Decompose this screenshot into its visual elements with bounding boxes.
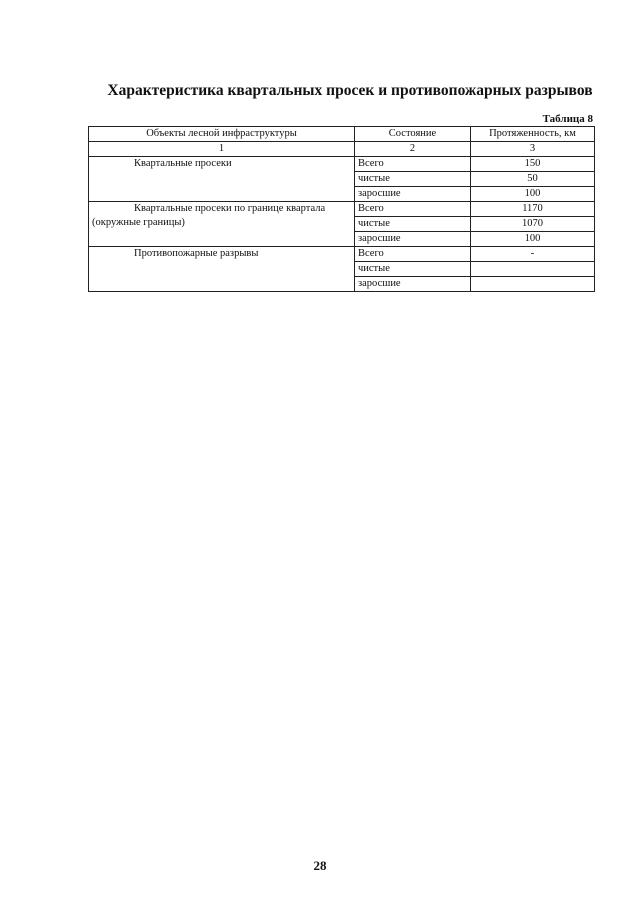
column-number-3: 3: [471, 142, 595, 157]
state-cell: чистые: [355, 262, 471, 277]
table-row: [89, 157, 595, 172]
state-cell: чистые: [355, 172, 471, 187]
length-cell: 100: [471, 187, 595, 202]
object-cell-boundary-clearings: [89, 202, 355, 247]
object-cell-quarter-clearings: [89, 157, 355, 202]
header-objects: Объекты лесной инфраструктуры: [89, 127, 355, 142]
object-cell-firebreaks: [89, 247, 355, 292]
length-cell: [471, 277, 595, 292]
length-cell: -: [471, 247, 595, 262]
state-cell: чистые: [355, 217, 471, 232]
header-length: Протяженность, км: [471, 127, 595, 142]
state-cell: заросшие: [355, 277, 471, 292]
header-state: Состояние: [355, 127, 471, 142]
state-cell: Всего: [355, 247, 471, 262]
object-label: Квартальные просеки: [134, 158, 232, 169]
page-number: 28: [313, 858, 327, 873]
length-cell: 1070: [471, 217, 595, 232]
length-cell: 1170: [471, 202, 595, 217]
length-cell: [471, 262, 595, 277]
table-row: [89, 202, 595, 217]
column-number-row: [89, 142, 595, 157]
state-cell: заросшие: [355, 187, 471, 202]
object-label-continuation: (окружные границы): [92, 217, 185, 228]
object-label: Противопожарные разрывы: [134, 248, 259, 259]
length-cell: 50: [471, 172, 595, 187]
object-label: Квартальные просеки по границе квартала: [134, 203, 326, 214]
length-cell: 150: [471, 157, 595, 172]
table-caption: Таблица 8: [542, 113, 593, 125]
table-header-row: [89, 127, 595, 142]
column-number-1: 1: [89, 142, 355, 157]
table-row: [89, 247, 595, 262]
length-cell: 100: [471, 232, 595, 247]
state-cell: заросшие: [355, 232, 471, 247]
state-cell: Всего: [355, 157, 471, 172]
forest-infrastructure-table: [88, 126, 595, 292]
page-title: Характеристика квартальных просек и противопожарных разрывов: [107, 82, 593, 99]
column-number-2: 2: [355, 142, 471, 157]
state-cell: Всего: [355, 202, 471, 217]
